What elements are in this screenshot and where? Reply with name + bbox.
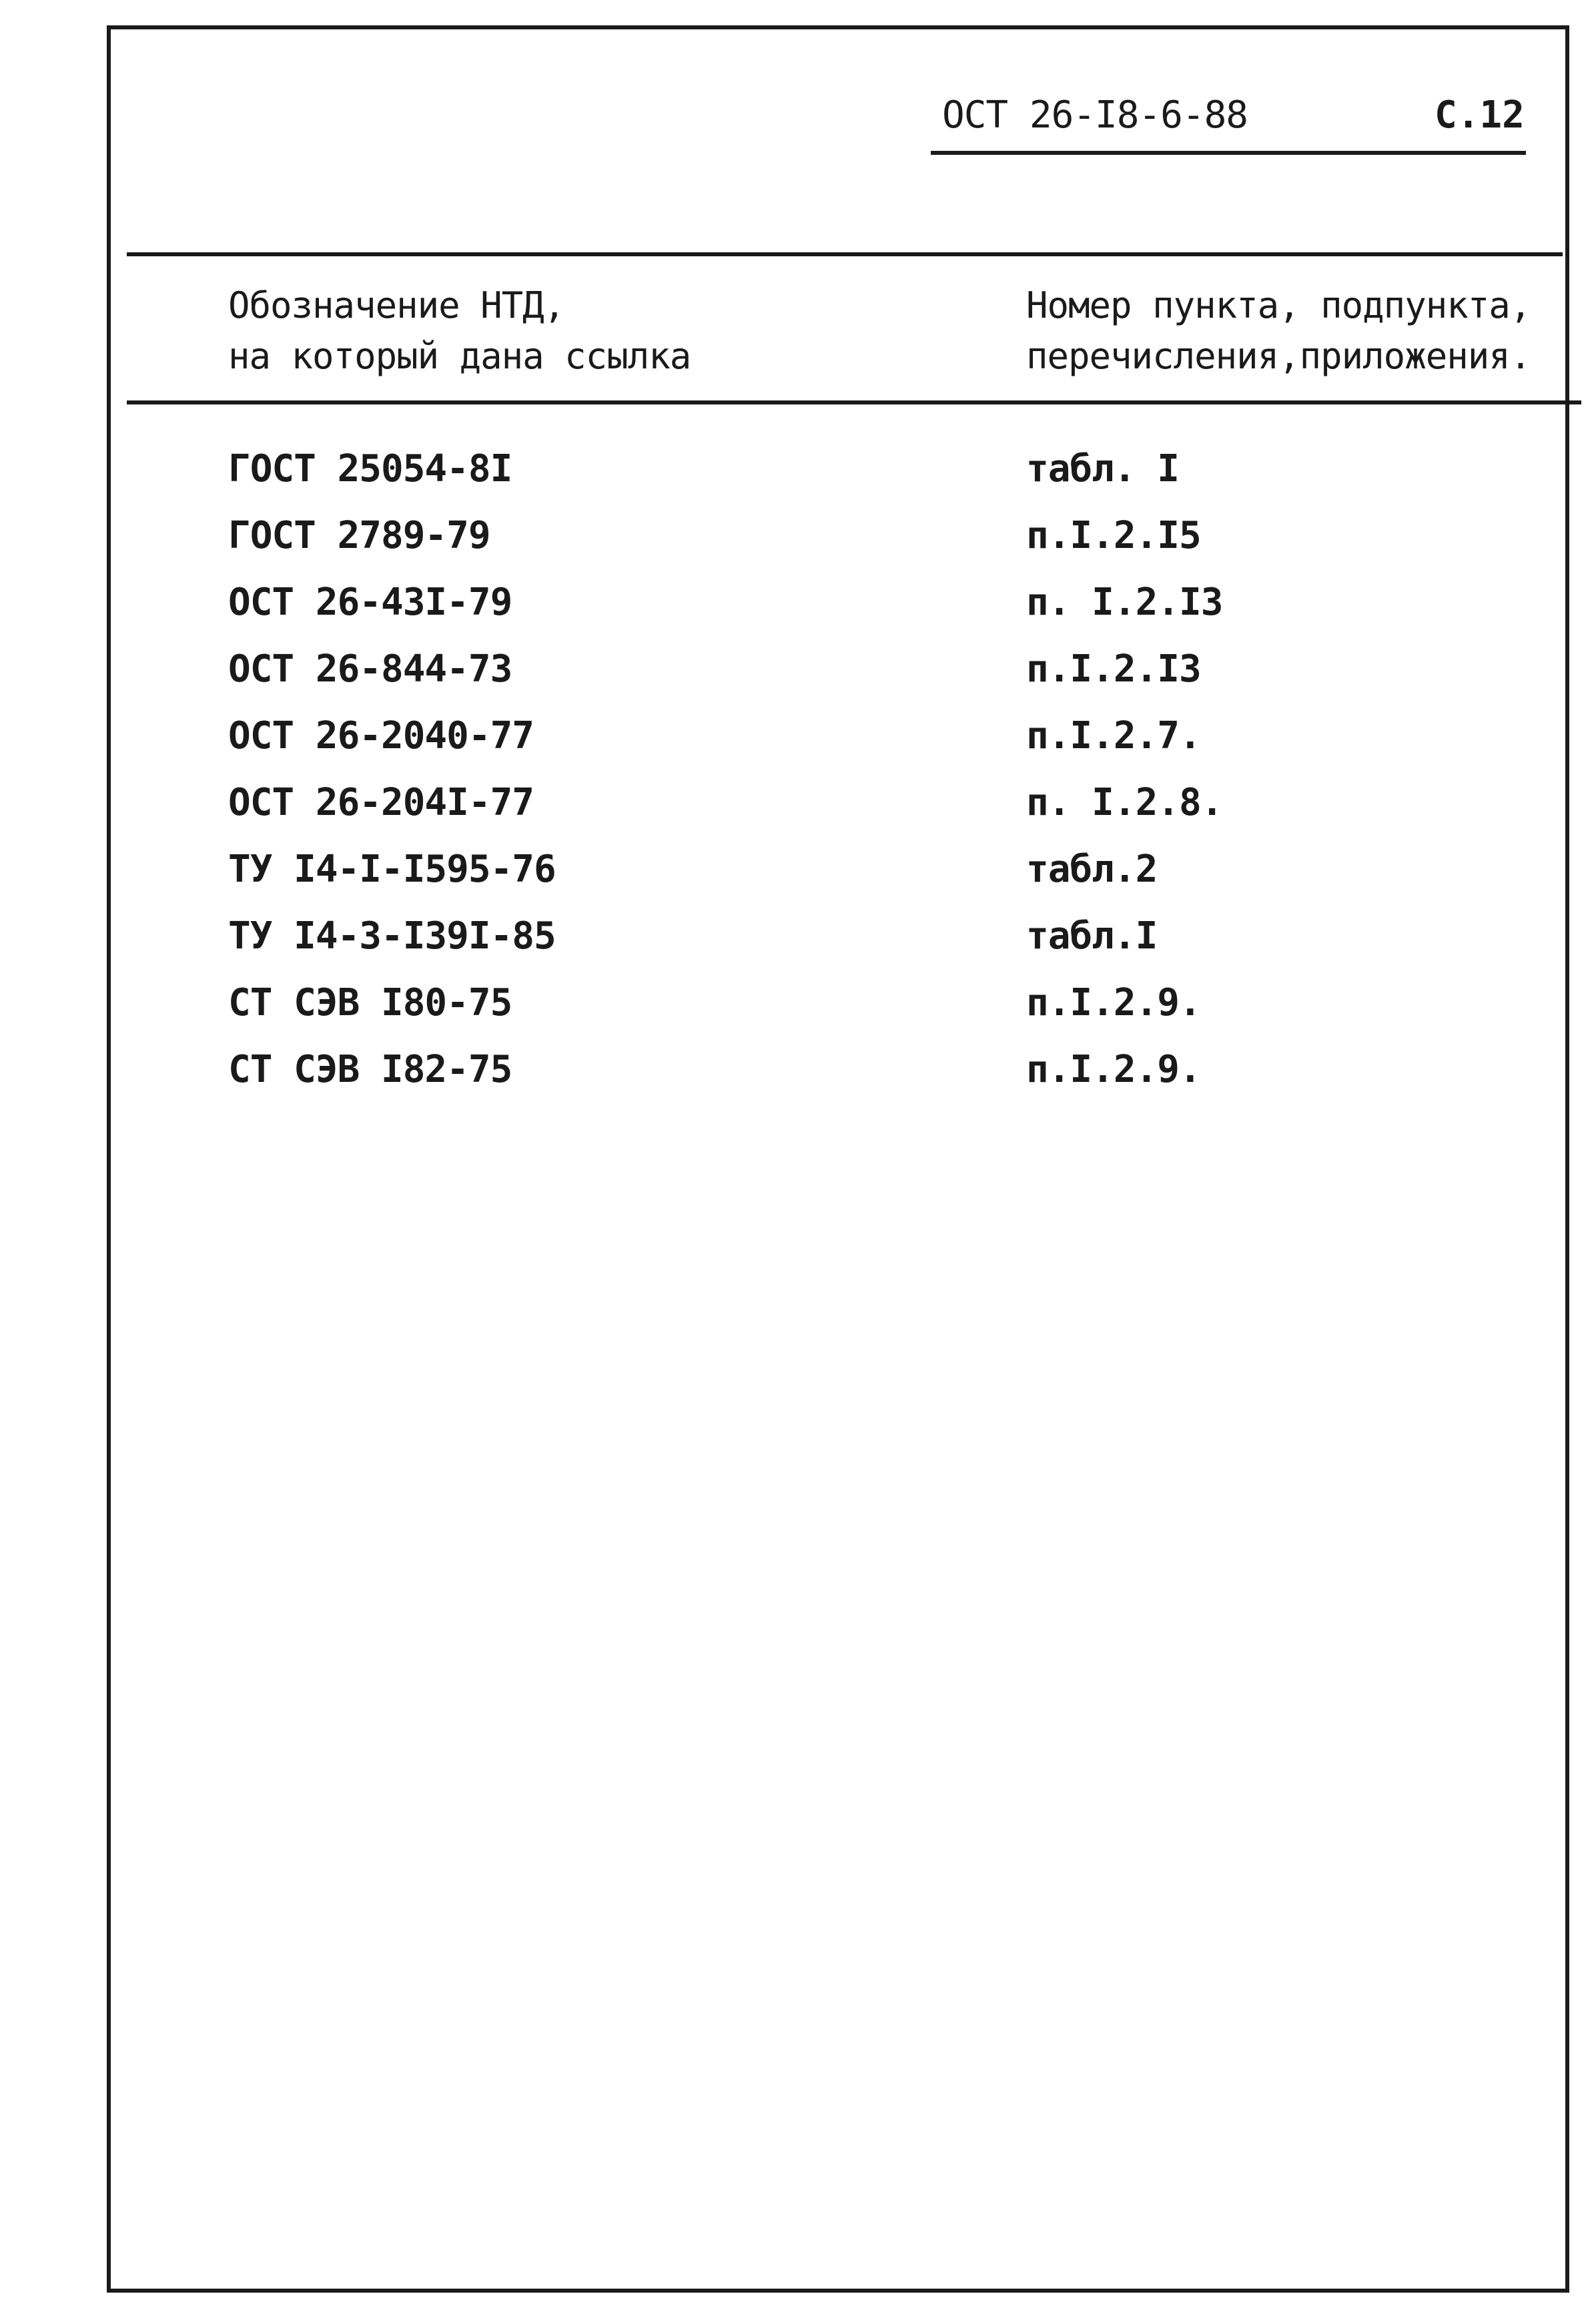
table-row bbox=[0, 844, 1596, 911]
reference-clause: п.I.2.9. bbox=[1026, 981, 1201, 1025]
column-header-reference bbox=[228, 280, 691, 382]
table-row bbox=[0, 511, 1596, 577]
table-row bbox=[0, 778, 1596, 844]
table-row bbox=[0, 978, 1596, 1045]
column-header-reference-line2: на который дана ссылка bbox=[228, 335, 691, 377]
reference-clause: п.I.2.9. bbox=[1026, 1048, 1201, 1091]
reference-code: ГОСТ 2789-79 bbox=[228, 514, 490, 557]
reference-clause: п.I.2.I3 bbox=[1026, 647, 1201, 691]
table-row bbox=[0, 711, 1596, 778]
reference-clause: табл.I bbox=[1026, 914, 1158, 958]
table-row bbox=[0, 911, 1596, 978]
reference-code: СТ СЭВ I82-75 bbox=[228, 1048, 512, 1091]
reference-code: ОСТ 26-204I-77 bbox=[228, 781, 534, 824]
column-header-reference-line1: Обозначение НТД, bbox=[228, 284, 565, 326]
table-header-rule bbox=[127, 400, 1581, 404]
header-underline bbox=[931, 151, 1526, 155]
page-number: С.12 bbox=[1435, 93, 1525, 137]
reference-code: ГОСТ 25054-8I bbox=[228, 447, 512, 491]
table-row bbox=[0, 444, 1596, 511]
reference-clause: п. I.2.8. bbox=[1026, 781, 1223, 824]
reference-clause: табл. I bbox=[1026, 447, 1180, 491]
reference-code: ТУ I4-3-I39I-85 bbox=[228, 914, 556, 958]
table-row bbox=[0, 1045, 1596, 1111]
column-header-clause bbox=[1026, 280, 1531, 382]
reference-clause: п.I.2.I5 bbox=[1026, 514, 1201, 557]
table-top-rule bbox=[127, 252, 1563, 256]
reference-code: ОСТ 26-2040-77 bbox=[228, 714, 534, 758]
table-row bbox=[0, 577, 1596, 644]
reference-code: ТУ I4-I-I595-76 bbox=[228, 848, 556, 891]
document-number: ОСТ 26-I8-6-88 bbox=[942, 93, 1248, 137]
reference-clause: п.I.2.7. bbox=[1026, 714, 1201, 758]
column-header-clause-line1: Номер пункта, подпункта, bbox=[1026, 284, 1531, 326]
reference-code: ОСТ 26-43I-79 bbox=[228, 581, 512, 624]
table-row bbox=[0, 644, 1596, 711]
reference-clause: п. I.2.I3 bbox=[1026, 581, 1223, 624]
reference-code: ОСТ 26-844-73 bbox=[228, 647, 512, 691]
reference-code: СТ СЭВ I80-75 bbox=[228, 981, 512, 1025]
reference-clause: табл.2 bbox=[1026, 848, 1158, 891]
reference-table bbox=[0, 444, 1596, 1111]
column-header-clause-line2: перечисления,приложения. bbox=[1026, 335, 1531, 377]
